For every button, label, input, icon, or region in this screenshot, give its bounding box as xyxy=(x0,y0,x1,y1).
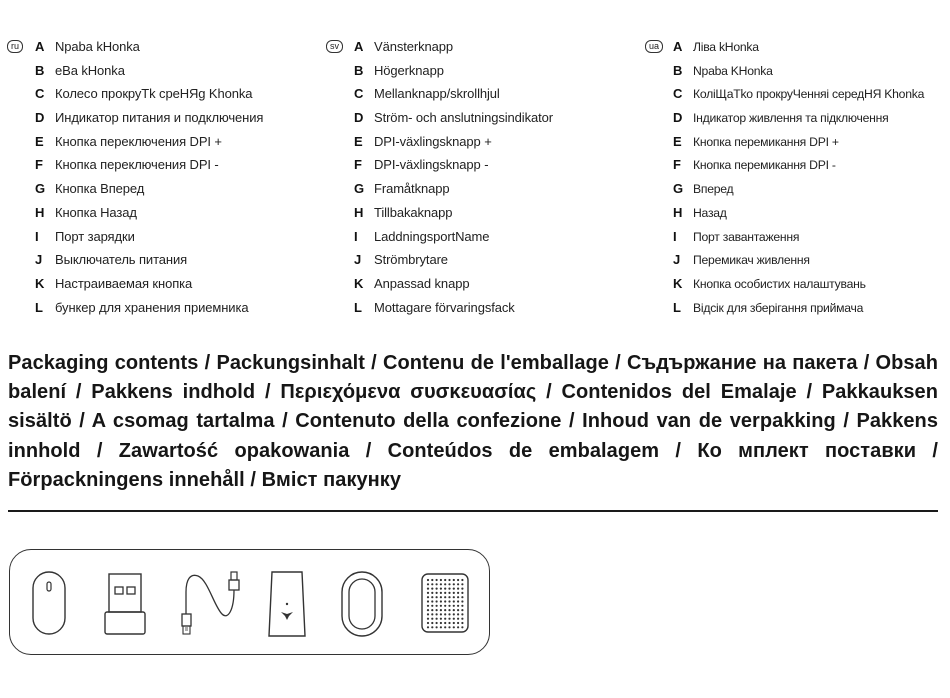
legend-letter: D xyxy=(673,110,683,126)
legend-letter: D xyxy=(354,110,364,126)
legend-text: Індикатор живлення та підключення xyxy=(693,111,889,126)
legend-letter: K xyxy=(354,275,364,291)
legend-list-sv xyxy=(354,37,553,321)
legend-letter: J xyxy=(35,252,43,268)
legend-item xyxy=(673,132,924,156)
legend-text: Strömbrytare xyxy=(374,252,448,268)
legend-text: КоліЩаТko прокруЧенняі середНЯ Khonka xyxy=(693,87,925,102)
legend-text: Högerknapp xyxy=(374,62,444,78)
legend-text: Кнопка Назад xyxy=(55,204,137,220)
legend-letter: I xyxy=(354,228,358,244)
legend-letter: L xyxy=(35,299,43,315)
legend-letter: A xyxy=(673,39,683,54)
legend-item xyxy=(35,132,263,156)
legend-text: Вперед xyxy=(693,182,734,197)
legend-letter: B xyxy=(673,62,683,78)
legend-text: Anpassad knapp xyxy=(374,275,470,291)
legend-letter: G xyxy=(673,181,684,197)
legend-item xyxy=(35,250,263,274)
legend-text: Порт завантаження xyxy=(693,229,800,244)
legend-letter: H xyxy=(35,204,45,220)
legend-letter: I xyxy=(35,228,39,244)
legend-item xyxy=(673,203,924,227)
legend-letter: J xyxy=(354,252,362,268)
legend-letter: F xyxy=(673,157,681,173)
legend-text: Индикатор питания и подключения xyxy=(55,110,264,126)
legend-text: Tillbakaknapp xyxy=(374,204,453,220)
legend-item xyxy=(35,155,263,179)
legend-item xyxy=(35,61,263,85)
legend-letter: K xyxy=(673,275,683,291)
legend-item xyxy=(354,132,553,156)
legend-text: Mellanknapp/skrollhjul xyxy=(374,86,500,102)
legend-letter: G xyxy=(35,181,46,197)
legend-text: Npaba KHonka xyxy=(693,63,773,78)
legend-letter: L xyxy=(354,299,362,315)
legend-text: DPI-växlingsknapp + xyxy=(374,133,492,149)
legend-letter: L xyxy=(673,299,681,315)
speaker-grille-icon xyxy=(420,572,470,634)
legend-item xyxy=(35,274,263,298)
legend-text: Порт зарядки xyxy=(55,228,135,244)
language-badge-ua: ua xyxy=(645,40,663,53)
legend-letter: I xyxy=(673,228,677,244)
legend-letter: K xyxy=(35,275,45,291)
legend-item xyxy=(354,84,553,108)
legend-letter: C xyxy=(673,86,683,102)
legend-text: Vänsterknapp xyxy=(374,39,454,54)
legend-item xyxy=(354,61,553,85)
legend-letter: J xyxy=(673,252,681,268)
legend-text: Відсік для зберігання приймача xyxy=(693,300,864,315)
legend-item xyxy=(35,227,263,251)
legend-letter: H xyxy=(354,204,364,220)
legend-item xyxy=(354,298,553,322)
legend-item xyxy=(354,155,553,179)
legend-text: eBa kHonka xyxy=(55,62,125,78)
legend-letter: E xyxy=(354,133,363,149)
legend-letter: A xyxy=(35,39,45,54)
legend-text: LaddningsportName xyxy=(374,228,490,244)
usb-receiver-icon xyxy=(102,572,148,636)
legend-letter: C xyxy=(35,86,45,102)
legend-item xyxy=(354,37,553,61)
legend-text: бункер для хранения приемника xyxy=(55,299,249,315)
legend-item xyxy=(354,179,553,203)
language-badge-ru: ru xyxy=(7,40,23,53)
legend-item xyxy=(35,298,263,322)
legend-item xyxy=(673,61,924,85)
legend-item xyxy=(354,274,553,298)
legend-item xyxy=(673,37,924,61)
legend-letter: B xyxy=(354,62,364,78)
legend-text: Выключатель питания xyxy=(55,252,188,268)
mouse-icon xyxy=(30,570,68,636)
legend-item xyxy=(354,203,553,227)
legend-letter: B xyxy=(35,62,45,78)
mouse-pad-icon xyxy=(340,570,384,638)
legend-letter: F xyxy=(35,157,43,173)
legend-text: Настраиваемая кнопка xyxy=(55,275,193,291)
legend-list-ru xyxy=(35,37,263,321)
legend-letter: C xyxy=(354,86,364,102)
legend-letter: E xyxy=(35,133,44,149)
legend-letter: E xyxy=(673,133,682,149)
legend-item xyxy=(35,37,263,61)
legend-text: Ліва kHonka xyxy=(693,40,759,54)
legend-text: Npaba kHonka xyxy=(55,39,140,54)
legend-item xyxy=(673,84,924,108)
legend-text: Кнопка перемикання DPI + xyxy=(693,134,839,149)
packaging-contents-title: Packaging contents / Packungsinhalt / Contenu de l'emballage / Съдържание на пакета / Obsah balení / Pakkens indhold / Περιεχόμενα συσκευασίας / Contenidos del Emalaje / Pakkauksen sisältö / A csomag tartalma / Contenuto della confezione / Inhoud van de verpakking / Pakkens innhold / Zawartość opakowania / Conteúdos de embalagem / Ко мплект поставки / Förpackningens innehåll / Вміст пакунку xyxy=(8,352,938,491)
legend-text: DPI-växlingsknapp - xyxy=(374,157,489,173)
divider xyxy=(8,510,938,512)
legend-item xyxy=(354,227,553,251)
legend-text: Framåtknapp xyxy=(374,181,450,197)
legend-item xyxy=(35,84,263,108)
legend-item xyxy=(35,203,263,227)
legend-text: Кнопка переключения DPI - xyxy=(55,157,219,173)
legend-item xyxy=(354,108,553,132)
language-badge-sv: sv xyxy=(326,40,343,53)
legend-item xyxy=(35,108,263,132)
legend-item xyxy=(673,250,924,274)
packaging-items-box xyxy=(9,549,490,655)
legend-item xyxy=(673,227,924,251)
legend-letter: F xyxy=(354,157,362,173)
legend-item xyxy=(673,155,924,179)
manual-icon xyxy=(266,570,308,638)
legend-text: Ström- och anslutningsindikator xyxy=(374,110,553,126)
legend-item xyxy=(354,250,553,274)
legend-text: Перемикач живлення xyxy=(693,253,810,268)
legend-item xyxy=(673,274,924,298)
legend-item xyxy=(35,179,263,203)
legend-text: Кнопка перемикання DPI - xyxy=(693,158,836,173)
legend-text: Кнопка переключения DPI + xyxy=(55,133,222,149)
legend-letter: D xyxy=(35,110,45,126)
legend-item xyxy=(673,298,924,322)
legend-text: Назад xyxy=(693,205,727,220)
legend-text: Mottagare förvaringsfack xyxy=(374,299,515,315)
legend-text: Кнопка особистих налаштувань xyxy=(693,276,866,291)
charging-cable-icon xyxy=(178,570,242,642)
legend-letter: H xyxy=(673,204,683,220)
legend-letter: A xyxy=(354,39,364,54)
legend-text: Кнопка Вперед xyxy=(55,181,145,197)
legend-letter: G xyxy=(354,181,365,197)
legend-list-ua xyxy=(673,37,924,321)
legend-item xyxy=(673,108,924,132)
legend-item xyxy=(673,179,924,203)
legend-text: Колесо прокруТk среНЯg Khonka xyxy=(55,86,253,102)
